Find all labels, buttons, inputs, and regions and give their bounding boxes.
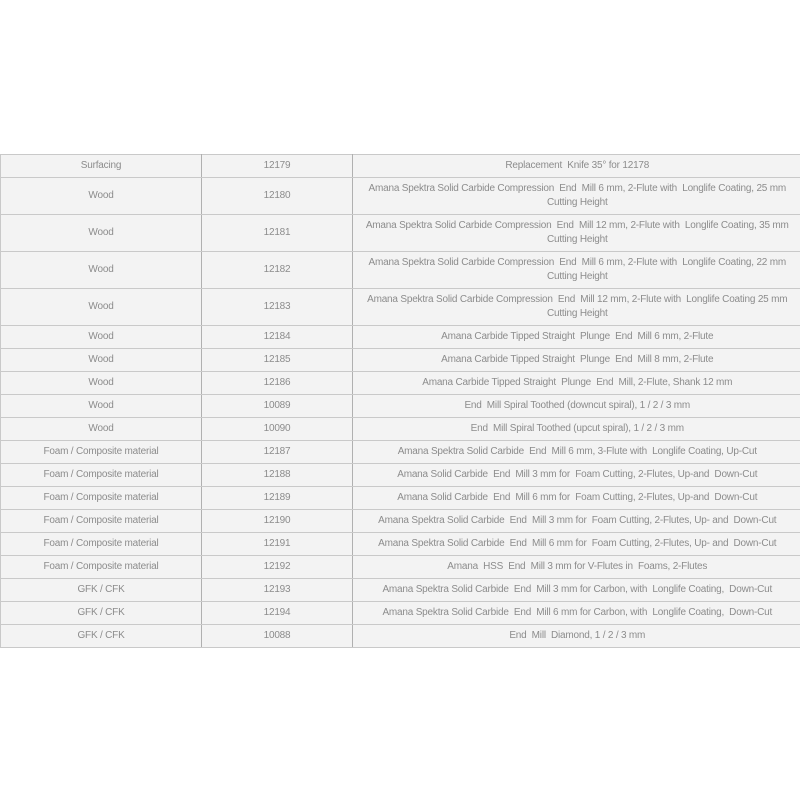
category-cell: GFK / CFK [1,625,202,648]
description-cell: Amana Spektra Solid Carbide End Mill 6 mm, 3-Flute with Longlife Coating, Up-Cut [353,441,800,464]
description-cell: Amana Carbide Tipped Straight Plunge End Mill 8 mm, 2-Flute [353,349,800,372]
category-cell: Wood [1,215,202,252]
description-cell: Amana Spektra Solid Carbide Compression End Mill 6 mm, 2-Flute with Longlife Coating, 22 mm Cutting Height [353,252,800,289]
description-cell: Amana Spektra Solid Carbide Compression End Mill 6 mm, 2-Flute with Longlife Coating, 25 mm Cutting Height [353,178,800,215]
table-row [1,349,800,372]
table-row [1,602,800,625]
article-number-link[interactable]: 12188 [202,464,353,487]
category-cell: Foam / Composite material [1,441,202,464]
description-cell: Amana Spektra Solid Carbide End Mill 6 mm for Foam Cutting, 2-Flutes, Up- and Down-Cut [353,533,800,556]
description-cell: Amana Spektra Solid Carbide End Mill 3 mm for Carbon, with Longlife Coating, Down-Cut [353,579,800,602]
article-number-link[interactable]: 12184 [202,326,353,349]
article-number-link[interactable]: 12181 [202,215,353,252]
category-cell: Wood [1,178,202,215]
category-cell: Foam / Composite material [1,533,202,556]
article-number-link[interactable]: 12182 [202,252,353,289]
products-table [0,154,800,648]
article-number-link[interactable]: 12187 [202,441,353,464]
description-cell: Amana Carbide Tipped Straight Plunge End Mill 6 mm, 2-Flute [353,326,800,349]
category-cell: Foam / Composite material [1,510,202,533]
table-row [1,510,800,533]
category-cell: Wood [1,395,202,418]
article-number-link[interactable]: 12180 [202,178,353,215]
table-row [1,418,800,441]
description-cell: Amana Spektra Solid Carbide End Mill 6 mm for Carbon, with Longlife Coating, Down-Cut [353,602,800,625]
description-cell: Amana Spektra Solid Carbide Compression End Mill 12 mm, 2-Flute with Longlife Coating 25 mm Cutting Height [353,289,800,326]
table-row [1,252,800,289]
category-cell: Wood [1,252,202,289]
category-cell: Wood [1,372,202,395]
description-cell: Amana Solid Carbide End Mill 3 mm for Foam Cutting, 2-Flutes, Up-and Down-Cut [353,464,800,487]
table-row [1,395,800,418]
table-row [1,289,800,326]
description-cell: End Mill Spiral Toothed (upcut spiral), 1 / 2 / 3 mm [353,418,800,441]
category-cell: GFK / CFK [1,602,202,625]
article-number-link[interactable]: 12183 [202,289,353,326]
table-row [1,326,800,349]
category-cell: Wood [1,418,202,441]
article-number-link[interactable]: 12193 [202,579,353,602]
description-cell: Amana HSS End Mill 3 mm for V-Flutes in Foams, 2-Flutes [353,556,800,579]
article-number-link[interactable]: 12192 [202,556,353,579]
table-row [1,372,800,395]
table-row [1,487,800,510]
category-cell: Foam / Composite material [1,556,202,579]
products-table-body [1,155,800,648]
article-number-link[interactable]: 10090 [202,418,353,441]
blank-page-area [0,0,800,154]
description-cell: Replacement Knife 35° for 12178 [353,155,800,178]
article-number-link[interactable]: 12194 [202,602,353,625]
description-cell: Amana Solid Carbide End Mill 6 mm for Foam Cutting, 2-Flutes, Up-and Down-Cut [353,487,800,510]
category-cell: Surfacing [1,155,202,178]
category-cell: Foam / Composite material [1,487,202,510]
category-cell: Wood [1,326,202,349]
table-row [1,178,800,215]
description-cell: Amana Carbide Tipped Straight Plunge End Mill, 2-Flute, Shank 12 mm [353,372,800,395]
table-row [1,441,800,464]
article-number-link[interactable]: 10089 [202,395,353,418]
description-cell: Amana Spektra Solid Carbide End Mill 3 mm for Foam Cutting, 2-Flutes, Up- and Down-Cut [353,510,800,533]
table-row [1,533,800,556]
article-number-link[interactable]: 12191 [202,533,353,556]
category-cell: Wood [1,289,202,326]
table-row [1,155,800,178]
article-number-link[interactable]: 12185 [202,349,353,372]
category-cell: GFK / CFK [1,579,202,602]
description-cell: End Mill Spiral Toothed (downcut spiral), 1 / 2 / 3 mm [353,395,800,418]
table-row [1,464,800,487]
description-cell: End Mill Diamond, 1 / 2 / 3 mm [353,625,800,648]
table-row [1,556,800,579]
table-row [1,579,800,602]
category-cell: Foam / Composite material [1,464,202,487]
table-row [1,215,800,252]
article-number-link[interactable]: 12179 [202,155,353,178]
article-number-link[interactable]: 12186 [202,372,353,395]
article-number-link[interactable]: 12190 [202,510,353,533]
article-number-link[interactable]: 10088 [202,625,353,648]
description-cell: Amana Spektra Solid Carbide Compression End Mill 12 mm, 2-Flute with Longlife Coating, 35 mm Cutting Height [353,215,800,252]
article-number-link[interactable]: 12189 [202,487,353,510]
category-cell: Wood [1,349,202,372]
table-row [1,625,800,648]
